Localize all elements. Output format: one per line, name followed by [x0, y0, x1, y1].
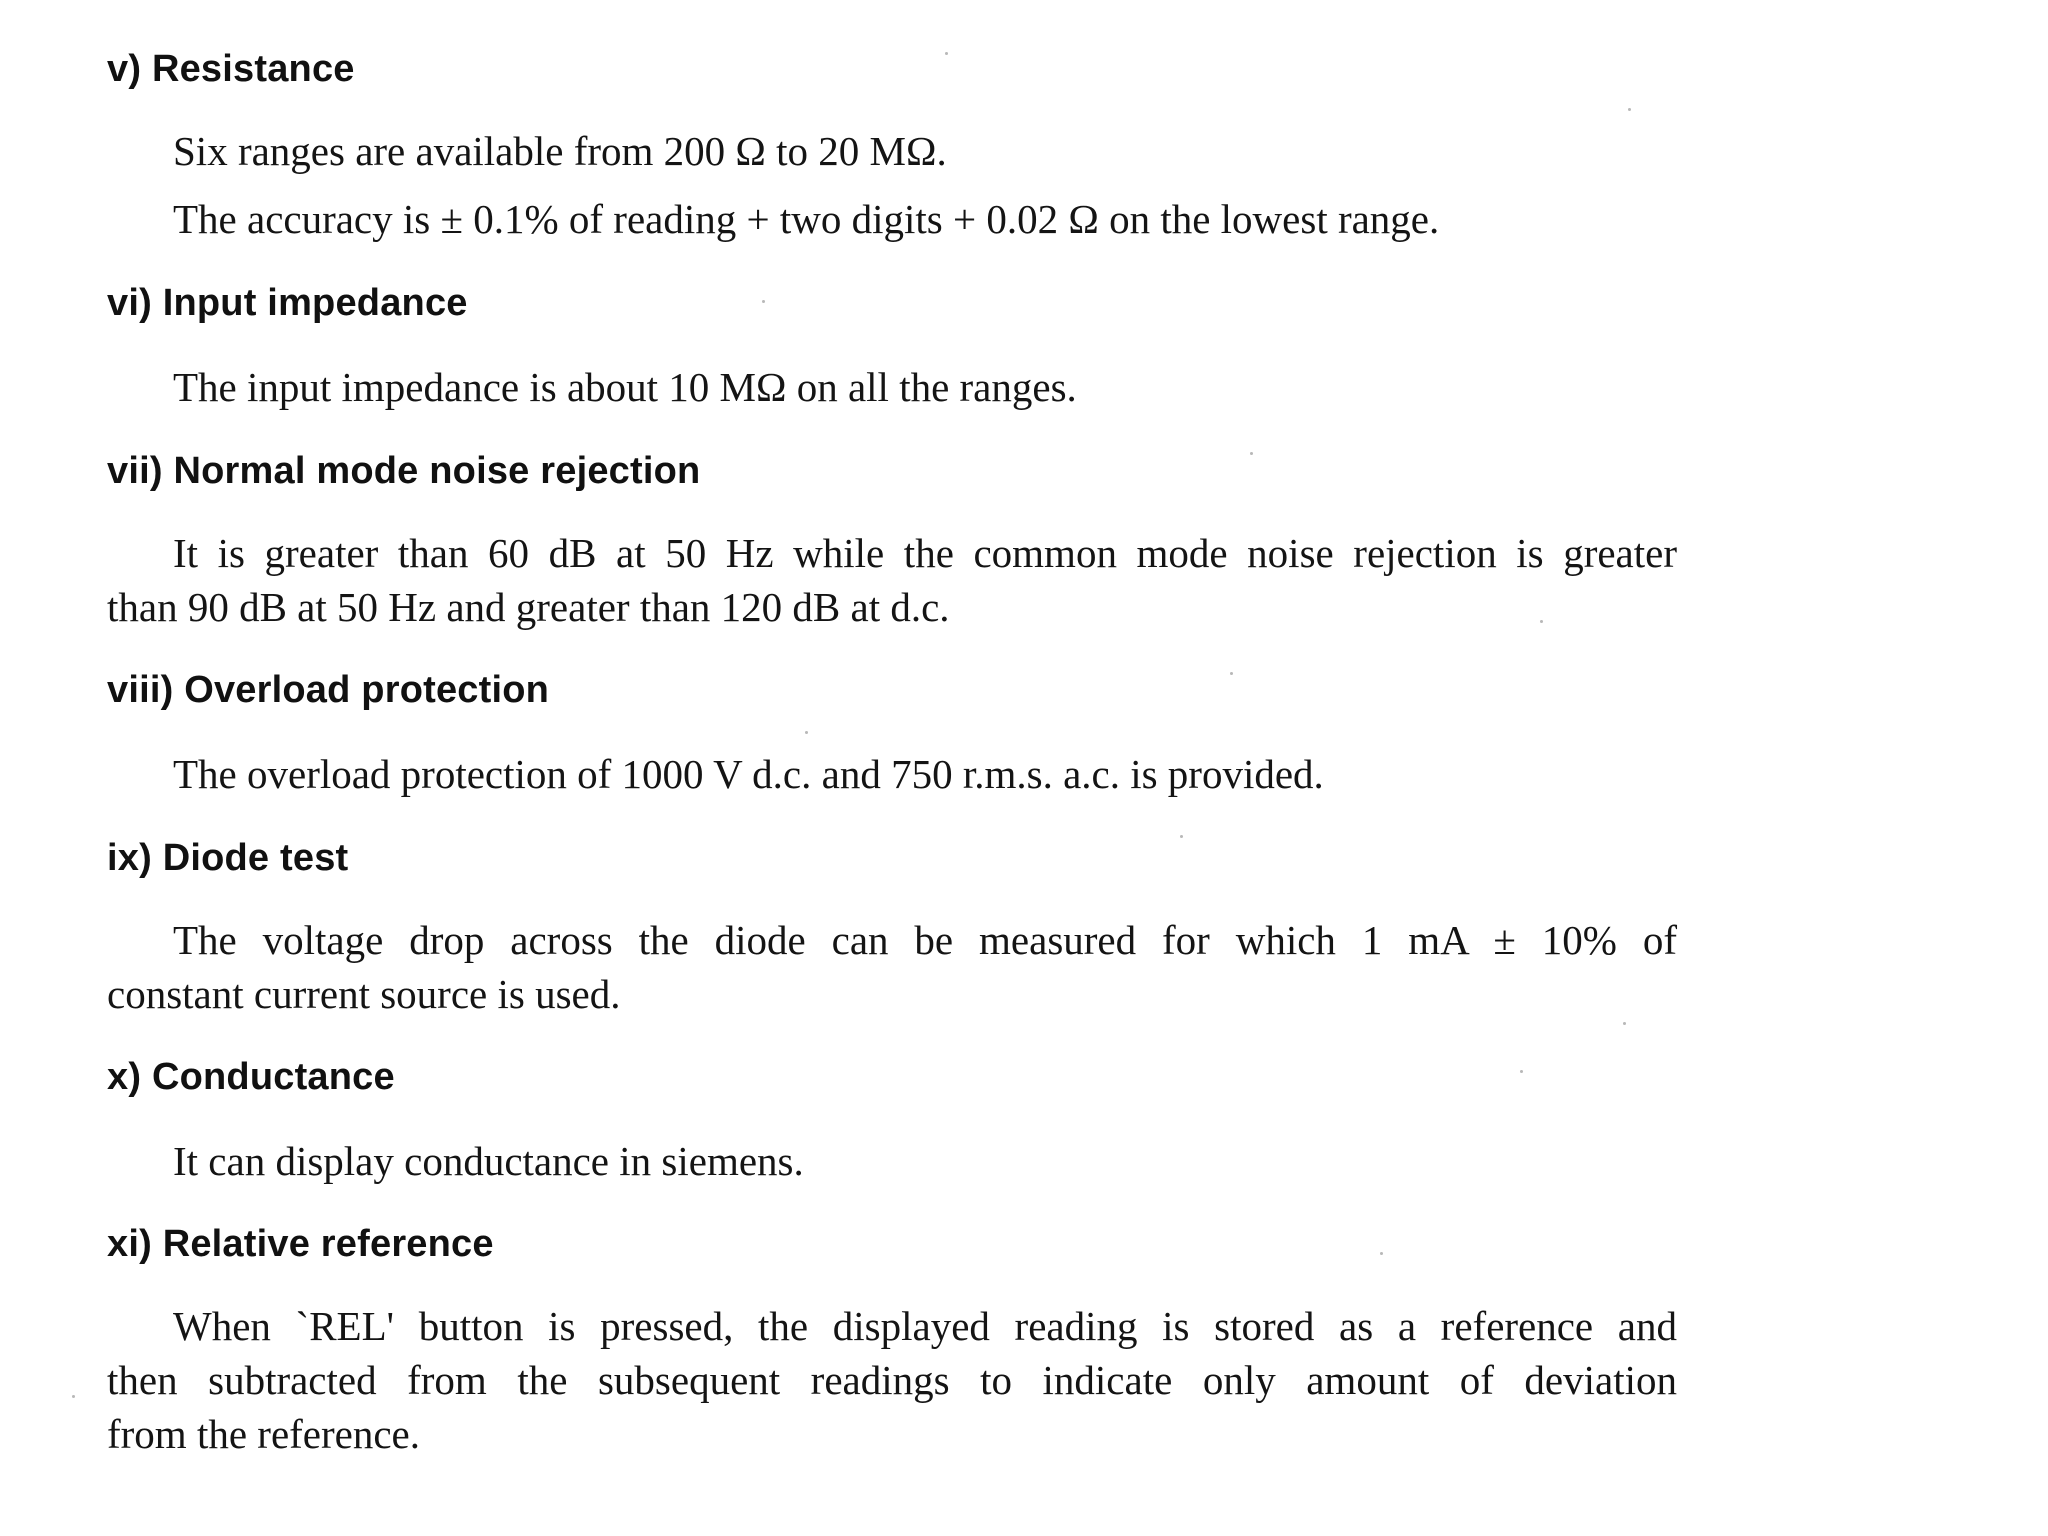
noise-rejection-line-1: It is greater than 60 dB at 50 Hz while the common mode noise rejection is greater [173, 530, 1677, 576]
noise-rejection-line-2: than 90 dB at 50 Hz and greater than 120 dB at d.c. [107, 584, 950, 630]
overload-protection-line-1: The overload protection of 1000 V d.c. and 750 r.m.s. a.c. is provided. [173, 751, 1324, 797]
scan-speck [1230, 672, 1233, 675]
section-body-noise-rejection [107, 526, 1677, 634]
scan-speck [1250, 452, 1253, 455]
conductance-line-1: It can display conductance in siemens. [173, 1138, 804, 1184]
section-body-input-impedance [107, 360, 1677, 414]
scan-speck [762, 300, 765, 303]
scan-speck [1540, 620, 1543, 623]
scan-speck [1623, 1022, 1626, 1025]
scan-speck [1520, 1070, 1523, 1073]
diode-test-line-2: constant current source is used. [107, 971, 621, 1017]
relative-reference-line-1: When `REL' button is pressed, the displayed reading is stored as a reference and [173, 1303, 1677, 1349]
scan-speck [1628, 108, 1631, 111]
section-body-relative-reference [107, 1299, 1677, 1461]
scan-speck [1380, 1252, 1383, 1255]
section-body-overload-protection [107, 747, 1677, 801]
resistance-line-2: The accuracy is ± 0.1% of reading + two digits + 0.02 Ω on the lowest range. [173, 196, 1440, 242]
relative-reference-line-3: from the reference. [107, 1411, 420, 1457]
section-heading-noise-rejection: vii) Normal mode noise rejection [107, 450, 701, 492]
section-heading-input-impedance: vi) Input impedance [107, 282, 468, 324]
section-heading-resistance: v) Resistance [107, 48, 355, 90]
section-heading-relative-reference: xi) Relative reference [107, 1223, 494, 1265]
scan-speck [1180, 835, 1183, 838]
scan-speck [805, 731, 808, 734]
section-body-resistance [107, 124, 1677, 178]
resistance-line-1: Six ranges are available from 200 Ω to 20 MΩ. [173, 128, 947, 174]
diode-test-line-1: The voltage drop across the diode can be measured for which 1 mA ± 10% of [173, 917, 1677, 963]
section-heading-diode-test: ix) Diode test [107, 837, 349, 879]
scan-speck [945, 52, 948, 55]
scan-speck [72, 1395, 75, 1398]
section-body-resistance-accuracy [107, 192, 1677, 246]
section-heading-conductance: x) Conductance [107, 1056, 395, 1098]
relative-reference-line-2: then subtracted from the subsequent readings to indicate only amount of deviation [107, 1357, 1677, 1403]
section-body-diode-test [107, 913, 1677, 1021]
section-body-conductance [107, 1134, 1677, 1188]
section-heading-overload-protection: viii) Overload protection [107, 669, 550, 711]
input-impedance-line-1: The input impedance is about 10 MΩ on all the ranges. [173, 364, 1077, 410]
